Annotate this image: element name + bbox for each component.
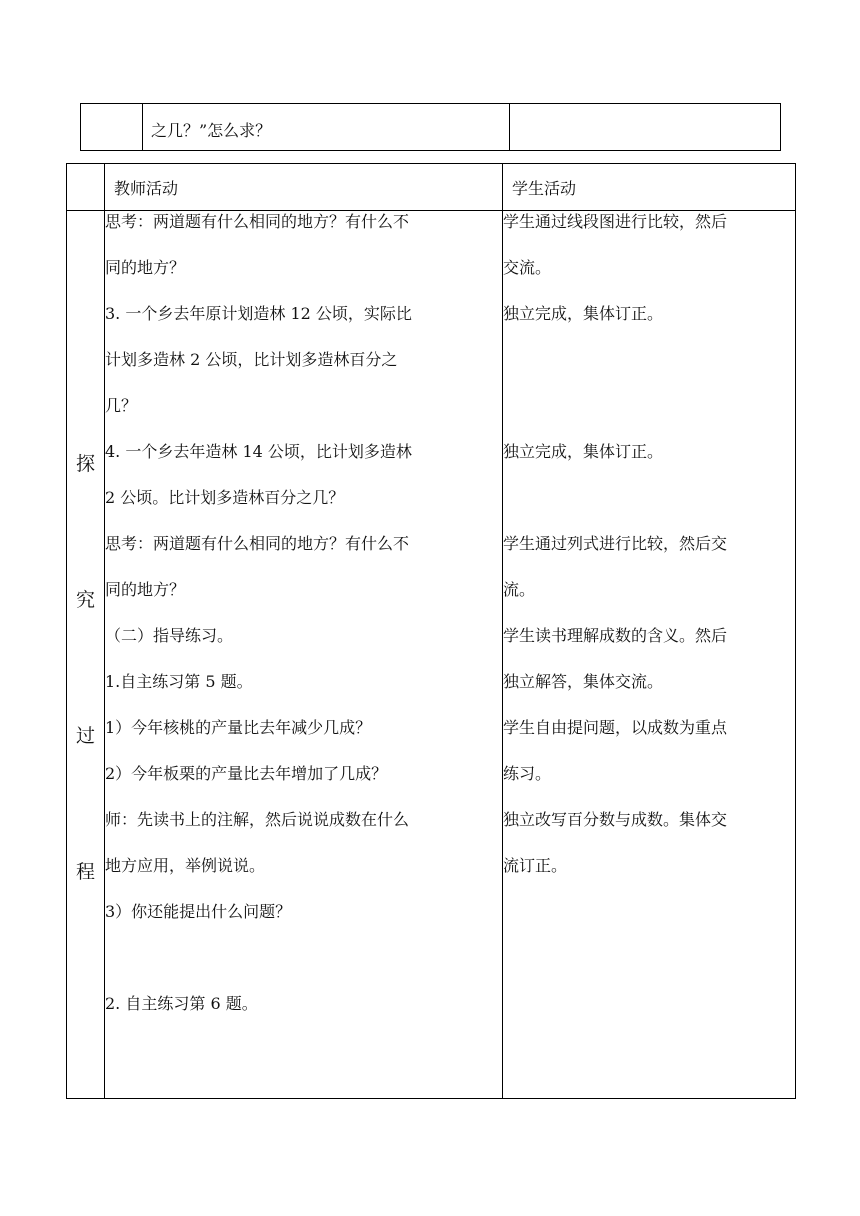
student-line: 学生通过列式进行比较，然后交 [503, 534, 728, 553]
teacher-line: 2 公顷。比计划多造林百分之几？ [105, 488, 345, 507]
teacher-line: 3）你还能提出什么问题？ [105, 902, 292, 921]
teacher-line: 地方应用，举例说说。 [105, 856, 266, 875]
side-label-char: 探 [75, 453, 95, 475]
teacher-activity-header: 教师活动 [105, 164, 503, 211]
side-label-char: 究 [75, 589, 95, 611]
table-row [67, 211, 796, 1099]
teacher-activity-cell [105, 211, 503, 1099]
teacher-line: 1）今年核桃的产量比去年减少几成？ [105, 718, 372, 737]
student-line: 学生通过线段图进行比较，然后 [503, 212, 728, 231]
student-line: 学生读书理解成数的含义。然后 [503, 626, 728, 645]
student-line [503, 349, 795, 372]
teacher-line: 4. 一个乡去年造林 14 公顷，比计划多造林 [105, 442, 412, 461]
lesson-table [66, 163, 796, 1099]
table-cell [81, 104, 143, 151]
teacher-line: 3. 一个乡去年原计划造林 12 公顷，实际比 [105, 304, 412, 323]
student-line: 练习。 [503, 764, 552, 783]
teacher-line: 同的地方？ [105, 580, 186, 599]
student-line [503, 487, 795, 510]
teacher-line: 师：先读书上的注解，然后说说成数在什么 [105, 810, 410, 829]
teacher-line: 思考：两道题有什么相同的地方？有什么不 [105, 534, 410, 553]
student-line: 学生自由提问题，以成数为重点 [503, 718, 728, 737]
table-header-row [67, 164, 796, 211]
teacher-line [105, 947, 502, 970]
student-line: 独立完成，集体订正。 [503, 442, 664, 461]
table-cell [67, 164, 105, 211]
table-cell [510, 104, 781, 151]
teacher-line: 2）今年板栗的产量比去年增加了几成？ [105, 764, 388, 783]
student-line: 独立解答，集体交流。 [503, 672, 664, 691]
fragment-text: 之几？”怎么求？ [143, 104, 510, 151]
student-line: 独立完成，集体订正。 [503, 304, 664, 323]
student-line: 流。 [503, 580, 536, 599]
teacher-line: 几？ [105, 396, 138, 415]
student-line: 流订正。 [503, 856, 568, 875]
student-activity-cell [503, 211, 796, 1099]
teacher-line: 计划多造林 2 公顷，比计划多造林百分之 [105, 350, 398, 369]
student-line: 独立改写百分数与成数。集体交 [503, 810, 728, 829]
teacher-line: 思考：两道题有什么相同的地方？有什么不 [105, 212, 410, 231]
teacher-line: （二）指导练习。 [105, 626, 234, 645]
student-activity-header: 学生活动 [503, 164, 796, 211]
teacher-line: 同的地方？ [105, 258, 186, 277]
teacher-line: 2. 自主练习第 6 题。 [105, 994, 258, 1013]
previous-table-fragment [80, 103, 781, 151]
side-label-char: 程 [75, 861, 95, 883]
teacher-line: 1.自主练习第 5 题。 [105, 672, 253, 691]
side-label-char: 过 [75, 725, 95, 747]
student-line: 交流。 [503, 258, 552, 277]
side-label-cell [67, 211, 105, 1099]
student-line [503, 395, 795, 418]
table-row [81, 104, 781, 151]
